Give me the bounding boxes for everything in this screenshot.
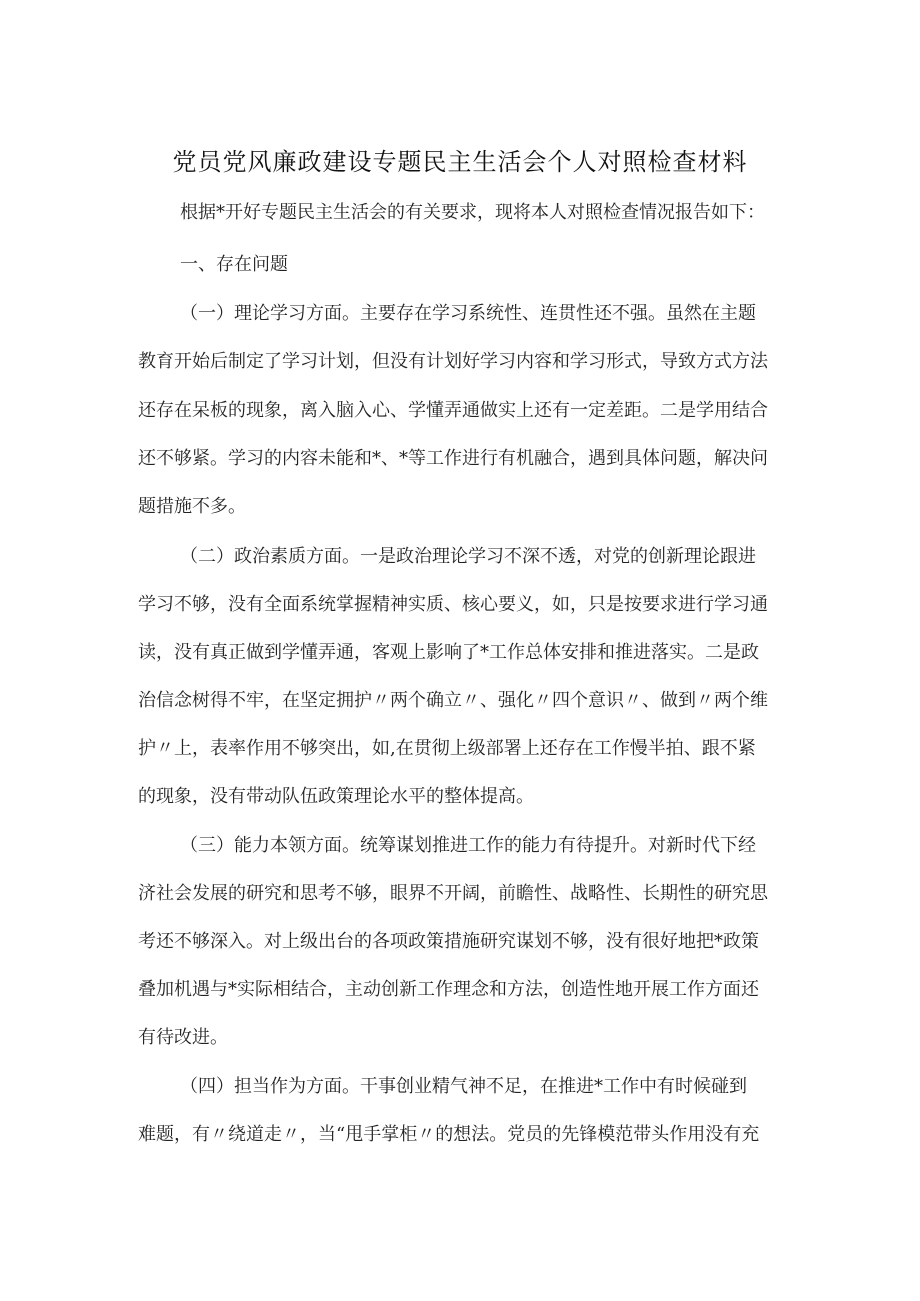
text-line: 考还不够深入。对上级出台的各项政策措施研究谋划不够，没有很好地把*政策	[138, 931, 759, 952]
text-line: 读，没有真正做到学懂弄通，客观上影响了*工作总体安排和推进落实。二是政	[138, 642, 759, 663]
text-line: 的现象，没有带动队伍政策理论水平的整体提高。	[138, 786, 534, 807]
text-line: 治信念树得不牢，在坚定拥护〃两个确立〃、强化〃四个意识〃、做到〃两个维	[138, 690, 768, 711]
text-line: （二）政治素质方面。一是政治理论学习不深不透，对党的创新理论跟进	[180, 546, 756, 567]
text-line: 根据*开好专题民主生活会的有关要求，现将本人对照检查情况报告如下：	[180, 202, 765, 223]
text-line: 难题，有〃绕道走〃，当“甩手掌柜〃的想法。党员的先锋模范带头作用没有充	[138, 1124, 760, 1145]
section-heading: 一、存在问题	[180, 254, 288, 275]
text-line: 还存在呆板的现象，离入脑入心、学懂弄通做实上还有一定差距。二是学用结合	[138, 400, 768, 421]
text-line: 济社会发展的研究和思考不够，眼界不开阔，前瞻性、战略性、长期性的研究思	[138, 883, 768, 904]
document-title: 党员党风廉政建设专题民主生活会个人对照检查材料	[172, 148, 748, 176]
text-line: 有待改进。	[138, 1027, 228, 1048]
text-line: （一）理论学习方面。主要存在学习系统性、连贯性还不强。虽然在主题	[180, 303, 756, 324]
text-line: （三）能力本领方面。统筹谋划推进工作的能力有待提升。对新时代下经	[180, 835, 756, 856]
text-line: 学习不够，没有全面系统掌握精神实质、核心要义，如，只是按要求进行学习通	[138, 594, 768, 615]
text-line: 教育开始后制定了学习计划，但没有计划好学习内容和学习形式，导致方式方法	[138, 351, 768, 372]
text-line: 还不够紧。学习的内容未能和*、*等工作进行有机融合，遇到具体问题，解决问	[138, 448, 768, 469]
text-line: 护〃上，表率作用不够突出，如,在贯彻上级部署上还存在工作慢半拍、跟不紧	[138, 738, 756, 759]
text-line: 叠加机遇与*实际相结合，主动创新工作理念和方法，创造性地开展工作方面还	[138, 979, 759, 1000]
text-line: 题措施不多。	[138, 496, 246, 517]
text-line: （四）担当作为方面。干事创业精气神不足，在推进*工作中有时候碰到	[180, 1076, 747, 1097]
